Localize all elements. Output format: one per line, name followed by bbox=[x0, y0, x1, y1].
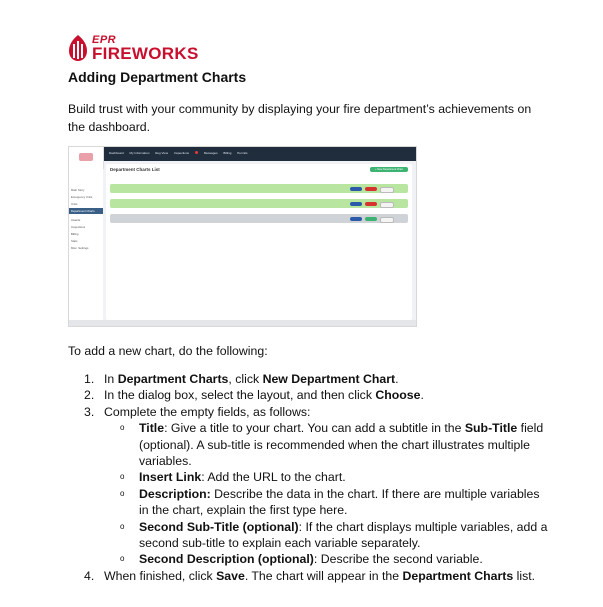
new-department-chart-button: + New Department Chart bbox=[370, 167, 408, 172]
sidebar-item-main-story: Main Story bbox=[71, 188, 85, 192]
step-3: 3. Complete the empty fields, as follows: bbox=[84, 404, 311, 419]
screenshot-footer bbox=[69, 320, 416, 326]
step-4: 4. When finished, click Save. The chart will appear in the Department Charts list. bbox=[84, 568, 536, 583]
epr-fireworks-logo bbox=[68, 34, 199, 64]
nav-my-information: My Information bbox=[129, 151, 150, 155]
logo-text-epr: EPR bbox=[92, 34, 117, 46]
sidebar-item-units: Units bbox=[71, 202, 78, 206]
nav-permits: Permits bbox=[237, 151, 248, 155]
nav-dashboard: Dashboard bbox=[109, 151, 124, 155]
step-2: 2. In the dialog box, select the layout, and then click Choose. bbox=[84, 388, 424, 403]
nav-reg-view: Reg View bbox=[155, 151, 169, 155]
nav-billing: Billing bbox=[223, 151, 232, 155]
sidebar-item-inspections: Inspections bbox=[71, 225, 86, 229]
charts-list-title: Department Charts List bbox=[110, 167, 160, 172]
page-heading: Adding Department Charts bbox=[68, 69, 247, 85]
steps-lead: To add a new chart, do the following: bbox=[68, 344, 268, 358]
intro-paragraph: Build trust with your community by displaying your fire department’s achievements on the dashboard. bbox=[68, 102, 532, 134]
field-second-subtitle-item: o Second Sub-Title (optional): If the chart displays multiple variables, add a second sub-title to explain each variable separately. bbox=[120, 519, 548, 551]
nav-inspections: Inspections bbox=[174, 151, 198, 155]
app-screenshot bbox=[68, 146, 417, 327]
sidebar-item-department-charts: Department Charts bbox=[69, 208, 103, 214]
chart-row bbox=[110, 184, 408, 193]
chart-row bbox=[110, 199, 408, 208]
nav-messages: Messages bbox=[203, 151, 218, 155]
sidebar-item-emergency-units: Emergency Units bbox=[71, 195, 93, 199]
sidebar-item-awards: Awards bbox=[71, 218, 81, 222]
chart-row bbox=[110, 214, 408, 223]
screenshot-main-panel bbox=[106, 164, 412, 320]
field-second-description-item: o Second Description (optional): Describe the second variable. bbox=[120, 552, 483, 567]
step-1: 1. In Department Charts, click New Department Chart. bbox=[84, 372, 399, 386]
notification-dot-icon bbox=[195, 151, 198, 154]
steps-list bbox=[68, 371, 548, 584]
screenshot-sidebar bbox=[69, 161, 103, 322]
sidebar-item-billing: Billing bbox=[71, 232, 79, 236]
screenshot-nav-items bbox=[109, 151, 252, 155]
field-description-item: o Description: Describe the data in the chart. If there are multiple variables in the chart, explain the first type here. bbox=[120, 486, 540, 518]
logo-text-fireworks: FIREWORKS bbox=[92, 44, 199, 63]
sidebar-item-stats: Stats bbox=[71, 239, 78, 243]
sidebar-item-misc-settings: Misc. Settings bbox=[71, 246, 89, 250]
flame-logo-icon bbox=[68, 34, 88, 62]
field-insert-link-item: o Insert Link: Add the URL to the chart. bbox=[120, 470, 346, 485]
screenshot-logo bbox=[69, 147, 104, 169]
field-title-item: o Title: Give a title to your chart. You can add a subtitle in the Sub-Title field (optional). A sub-title is recommended when the chart illustrates multiple variables. bbox=[120, 421, 544, 469]
